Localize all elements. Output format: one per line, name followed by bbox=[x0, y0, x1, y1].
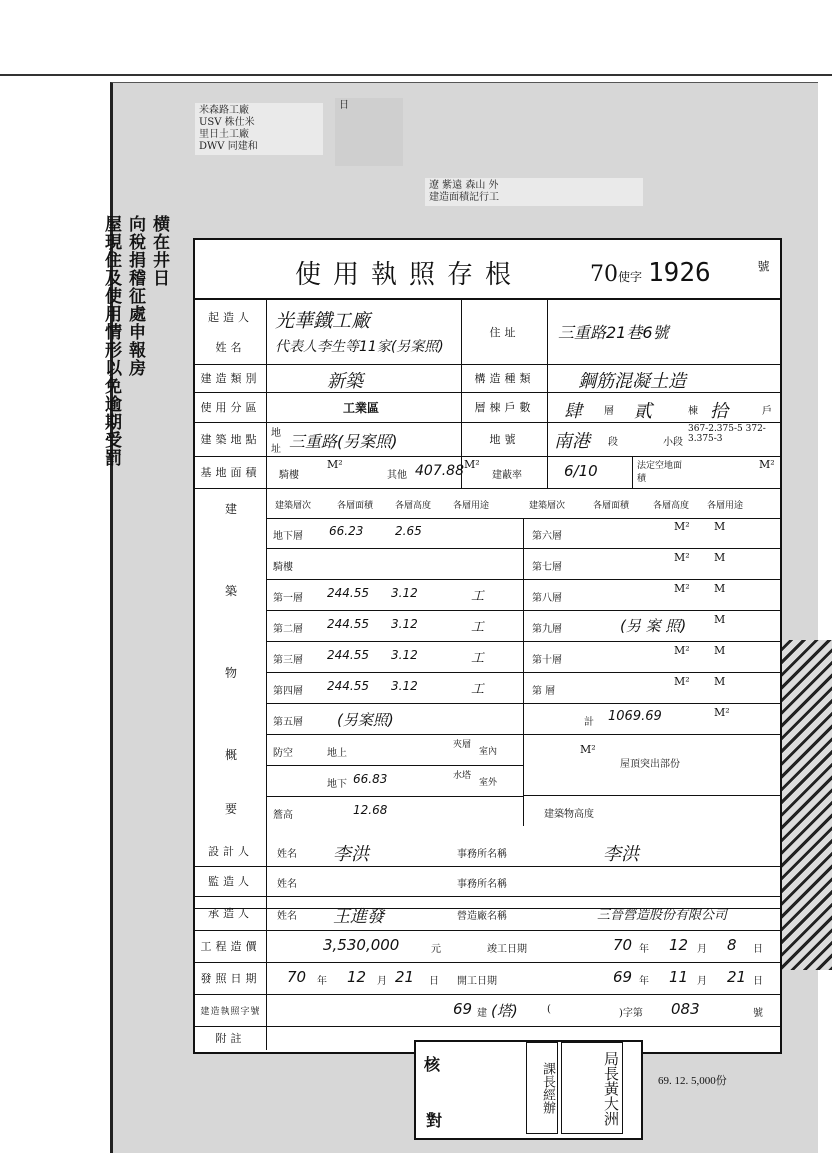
zone-value: 工業區 bbox=[267, 392, 462, 422]
contractor-value: 姓名 王進發 營造廠名稱 三晉營造股份有限公司 bbox=[277, 907, 728, 927]
cost-label: 工程造價 bbox=[195, 930, 267, 962]
row-cost bbox=[195, 930, 780, 963]
levels-right bbox=[523, 518, 781, 826]
stamp-left: 課長經辦 bbox=[526, 1042, 558, 1134]
form-title: 使用執照存根 bbox=[295, 260, 524, 290]
lot-label: 地號 bbox=[462, 422, 548, 456]
row-base-area bbox=[195, 456, 780, 489]
lot-value: 南港 段 小段 367-2.375-5 372-3.375-3 bbox=[554, 424, 766, 452]
address-value: 三重路21巷6號 bbox=[558, 323, 669, 342]
form-number-suffix: 號 bbox=[756, 260, 770, 272]
build-type-value: 新築 bbox=[267, 364, 462, 392]
level-row: 第二層 244.55 3.12 工 bbox=[267, 611, 523, 642]
row-build-type bbox=[195, 364, 780, 393]
row-issue bbox=[195, 962, 780, 995]
overview-label: 建 築 物 概 要 bbox=[195, 488, 267, 908]
permit-no-label: 建造執照字號 bbox=[195, 994, 267, 1026]
applicant-label: 起造人 姓名 bbox=[195, 300, 267, 364]
row-applicant bbox=[195, 300, 780, 365]
remarks-label: 附註 bbox=[195, 1026, 267, 1050]
row-designer bbox=[195, 836, 780, 867]
contractor-label: 承造人 bbox=[195, 896, 267, 930]
struct-type-value: 鋼筋混凝土造 bbox=[578, 371, 686, 392]
cost-value: 3,530,000 元 竣工日期 70 年 12 月 8 日 bbox=[323, 936, 763, 955]
level-row: 第四層 244.55 3.12 工 bbox=[267, 673, 523, 704]
permit-no-value: 69 建 (塔) ( )字第 083 號 bbox=[453, 1000, 763, 1020]
level-row: 第一層 244.55 3.12 工 bbox=[267, 580, 523, 611]
check-label: 核 bbox=[424, 1055, 441, 1074]
form-header bbox=[195, 240, 780, 300]
row-supervisor bbox=[195, 866, 780, 897]
level-row: 第十層 M² M bbox=[524, 642, 781, 673]
level-row: 第八層 M² M bbox=[524, 580, 781, 611]
level-row: 第七層 M² M bbox=[524, 549, 781, 580]
designer-label: 設計人 bbox=[195, 836, 267, 866]
permit-form bbox=[193, 238, 782, 1054]
level-row: 騎樓 bbox=[267, 549, 523, 580]
check-label-2: 對 bbox=[426, 1111, 443, 1130]
height-row: 建築物高度 bbox=[544, 809, 594, 820]
stamp-top-right: 遼 紫遠 森山 外 建造面積記行工 bbox=[425, 178, 643, 206]
print-note: 69. 12. 5,000份 bbox=[658, 1075, 727, 1087]
level-row: 第六層 M² M bbox=[524, 518, 781, 549]
legal-empty: 法定空地面積 M² bbox=[637, 458, 775, 484]
row-zone bbox=[195, 392, 780, 423]
levels-left bbox=[267, 518, 523, 827]
issue-value: 70 年 12 月 21 日 開工日期 69 年 11 月 21 日 bbox=[287, 968, 763, 987]
roof-tower-row: M² 屋頂突出部份 bbox=[524, 735, 781, 796]
side-note-col-2: 向稅捐稽征處申報房 bbox=[125, 215, 145, 377]
official-seal: 局長黃大洲 bbox=[561, 1042, 623, 1134]
stamp-top-middle: 日 bbox=[335, 98, 403, 166]
permit-number: 70使字 1926 bbox=[590, 258, 711, 288]
stamp-top-left: 米森路工廠 USV 株仕米 里日土工廠 DWV 同建和 bbox=[195, 103, 323, 155]
base-area-mid: M² 建蔽率 bbox=[462, 456, 548, 488]
site-value: 地 址 三重路(另案照) bbox=[267, 422, 462, 456]
shelter-below-row: 地下 66.83 水塔 室外 bbox=[267, 766, 523, 797]
row-site bbox=[195, 422, 780, 457]
supervisor-label: 監造人 bbox=[195, 866, 267, 896]
side-note-col-3: 屋現住及使用情形以免逾期受罰 bbox=[101, 215, 121, 467]
applicant-value: 光華鐵工廠 代表人李生等11家(另案照) bbox=[267, 300, 462, 364]
coverage-value: 6/10 bbox=[548, 456, 633, 488]
row-contractor bbox=[195, 896, 780, 931]
base-area-label: 基地面積 bbox=[195, 456, 267, 488]
designer-value: 姓名 李洪 事務所名稱 李洪 bbox=[277, 844, 639, 865]
floors-units-value: 肆 層 貳 棟 拾 戶 bbox=[564, 401, 772, 422]
top-edge-line bbox=[0, 74, 832, 76]
sum-row: 計 1069.69 M² bbox=[524, 704, 781, 735]
site-label: 建築地點 bbox=[195, 422, 267, 456]
base-area-value: 騎樓 M² 其他 407.88 bbox=[267, 456, 462, 488]
address-label: 住址 bbox=[462, 300, 548, 364]
issue-label: 發照日期 bbox=[195, 962, 267, 994]
level-row: 地下層 66.23 2.65 bbox=[267, 518, 523, 549]
level-row: 第三層 244.55 3.12 工 bbox=[267, 642, 523, 673]
level-row: 第五層 (另案照) bbox=[267, 704, 523, 735]
level-row: 第九層 (另 案 照) M bbox=[524, 611, 781, 642]
eaves-row: 簷高 12.68 bbox=[273, 803, 388, 821]
struct-type-label: 構造種類 bbox=[462, 364, 548, 392]
build-type-label: 建造類別 bbox=[195, 364, 267, 392]
floors-units-label: 層棟戶數 bbox=[462, 392, 548, 422]
shelter-row: 防空 地上 夾層 室內 bbox=[267, 735, 523, 766]
side-note-col-1: 横在井日 bbox=[149, 215, 169, 287]
zone-label: 使用分區 bbox=[195, 392, 267, 422]
approval-box bbox=[414, 1040, 643, 1140]
supervisor-value: 姓名 事務所名稱 bbox=[277, 879, 507, 890]
side-note bbox=[101, 215, 170, 535]
level-row: 第 層 M² M bbox=[524, 673, 781, 704]
overview-col-headers: 建築層次 各層面積 各層高度 各層用途 建築層次 各層面積 各層高度 各層用途 bbox=[267, 488, 780, 519]
row-permit-no bbox=[195, 994, 780, 1027]
